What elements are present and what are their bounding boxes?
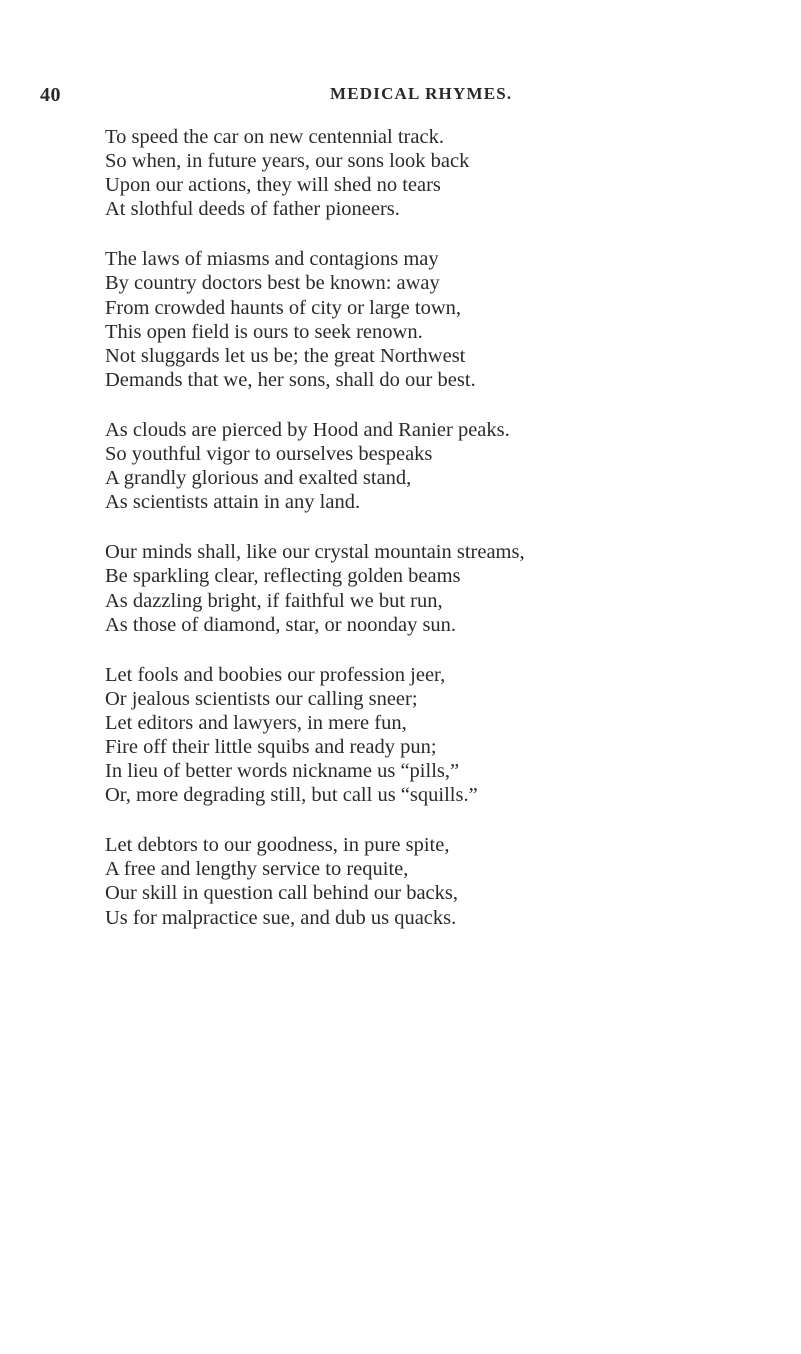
poem-line: Demands that we, her sons, shall do our best. — [105, 368, 476, 391]
poem-line: Or, more degrading still, but call us “squills.” — [105, 784, 478, 807]
page-number: 40 — [40, 84, 61, 106]
stanza-5 — [105, 663, 795, 808]
poem-line: To speed the car on new centennial track. — [105, 126, 444, 148]
poem-line: Our skill in question call behind our backs, — [105, 882, 458, 905]
poem-line: Us for malpractice sue, and dub us quacks. — [105, 906, 457, 929]
poem-line: The laws of miasms and contagions may — [105, 248, 439, 271]
page-header — [40, 84, 760, 110]
poem-line: So youthful vigor to ourselves bespeaks — [105, 443, 433, 466]
poem-line: Be sparkling clear, reflecting golden beams — [105, 565, 461, 588]
poem-line: A free and lengthy service to requite, — [105, 858, 409, 881]
poem-line: In lieu of better words nickname us “pills,” — [105, 760, 460, 783]
poem-line: Upon our actions, they will shed no tears — [105, 174, 441, 197]
stanza-4 — [105, 540, 795, 636]
poem-line: At slothful deeds of father pioneers. — [105, 198, 400, 221]
stanza-3 — [105, 418, 795, 514]
poem-line: From crowded haunts of city or large town, — [105, 296, 462, 319]
poem-line: This open field is ours to seek renown. — [105, 320, 423, 343]
poem-line: As dazzling bright, if faithful we but run, — [105, 589, 443, 612]
stanza-1 — [105, 125, 795, 221]
stanza-6 — [105, 833, 795, 929]
poem-line: Let fools and boobies our profession jeer, — [105, 663, 446, 686]
poem-line: Or jealous scientists our calling sneer; — [105, 687, 418, 710]
running-head: MEDICAL RHYMES. — [330, 84, 513, 103]
poem-line: Our minds shall, like our crystal mountain streams, — [105, 541, 525, 564]
poem-line: Let debtors to our goodness, in pure spite, — [105, 834, 450, 857]
poem-line: Fire off their little squibs and ready pun; — [105, 735, 437, 758]
poem-line: As scientists attain in any land. — [105, 491, 361, 514]
poem-line: As those of diamond, star, or noonday sun. — [105, 613, 457, 636]
poem-line: Let editors and lawyers, in mere fun, — [105, 711, 407, 734]
poem-line: Not sluggards let us be; the great Northwest — [105, 344, 466, 367]
poem-line: A grandly glorious and exalted stand, — [105, 467, 412, 490]
poem-line: As clouds are pierced by Hood and Ranier peaks. — [105, 418, 510, 441]
poem-line: So when, in future years, our sons look back — [105, 150, 470, 173]
poem-line: By country doctors best be known: away — [105, 272, 440, 295]
poem-body — [105, 125, 795, 930]
stanza-2 — [105, 247, 795, 392]
